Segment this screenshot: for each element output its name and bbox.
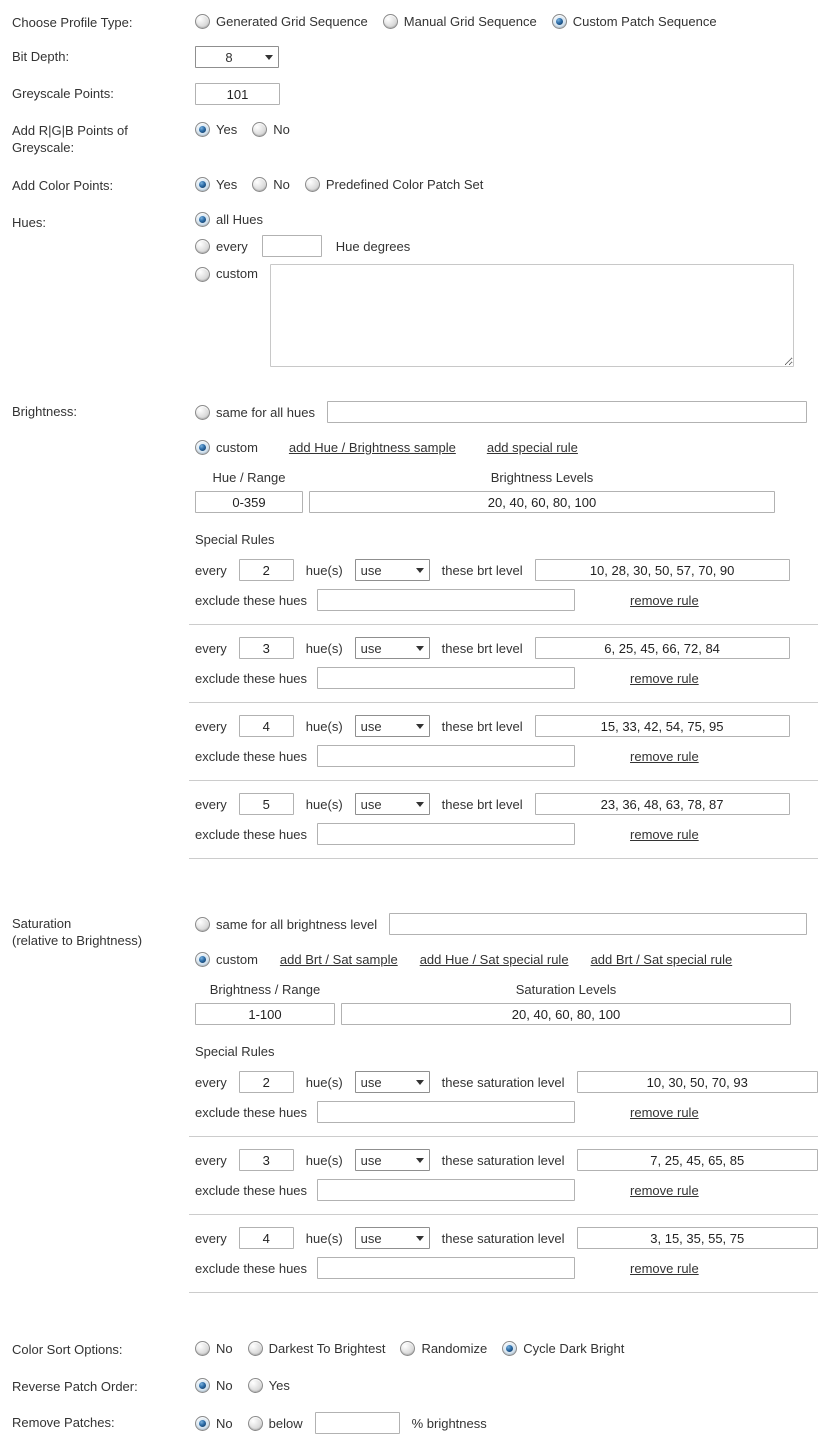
these-saturation-level-label: these saturation level xyxy=(441,1230,565,1246)
brightness-levels-input[interactable] xyxy=(309,491,775,513)
radio-color-yes[interactable] xyxy=(195,177,210,192)
row-color-sort xyxy=(0,1339,818,1358)
saturation-label-line2: (relative to Brightness) xyxy=(12,933,143,948)
radio-label: custom xyxy=(216,440,258,455)
radio-label: custom xyxy=(216,952,258,967)
rule-levels-input[interactable] xyxy=(535,715,790,737)
add-color-option-yes[interactable] xyxy=(195,177,237,192)
brightness-rule xyxy=(195,715,818,781)
brightness-rule xyxy=(195,637,818,703)
exclude-hues-input[interactable] xyxy=(317,1179,575,1201)
row-profile-type xyxy=(0,12,818,31)
rule-mode-value: use xyxy=(360,640,382,656)
greyscale-points-input[interactable] xyxy=(195,83,280,105)
add-rgb-option-no[interactable] xyxy=(252,122,290,137)
brightness-range-input[interactable] xyxy=(195,1003,335,1025)
radio-label: Yes xyxy=(216,122,238,137)
rule-mode-value: use xyxy=(360,796,382,812)
exclude-hues-input[interactable] xyxy=(317,823,575,845)
radio-label: Cycle Dark Bright xyxy=(523,1341,625,1356)
radio-sort-no[interactable] xyxy=(195,1341,210,1356)
radio-label: Yes xyxy=(268,1378,290,1393)
brightness-levels-header: Brightness Levels xyxy=(490,470,594,485)
rule-divider xyxy=(189,1214,818,1215)
exclude-hues-label: exclude these hues xyxy=(195,1260,308,1276)
radio-remove-no[interactable] xyxy=(195,1416,210,1431)
radio-label: No xyxy=(216,1378,233,1393)
radio-color-no[interactable] xyxy=(252,177,267,192)
exclude-hues-label: exclude these hues xyxy=(195,1104,308,1120)
rule-every-input[interactable] xyxy=(239,1227,294,1249)
hue-degrees-input[interactable] xyxy=(262,235,322,257)
saturation-rule xyxy=(195,1149,818,1215)
hues-option-custom[interactable] xyxy=(195,264,258,282)
exclude-hues-input[interactable] xyxy=(317,589,575,611)
hues-unit-label: hue(s) xyxy=(305,562,343,578)
add-brt-sat-sample-link[interactable]: add Brt / Sat sample xyxy=(279,952,398,967)
add-rgb-label xyxy=(0,120,195,156)
reverse-option-no[interactable] xyxy=(195,1378,233,1393)
radio-every-hue[interactable] xyxy=(195,239,210,254)
radio-label: No xyxy=(216,1415,233,1431)
exclude-hues-label: exclude these hues xyxy=(195,748,308,764)
add-hue-brightness-sample-link[interactable]: add Hue / Brightness sample xyxy=(288,440,456,455)
rule-every-input[interactable] xyxy=(239,793,294,815)
these-brt-level-label: these brt level xyxy=(441,640,523,656)
saturation-levels-input[interactable] xyxy=(341,1003,791,1025)
radio-brightness-same[interactable] xyxy=(195,405,210,420)
every-label: every xyxy=(195,1074,227,1090)
profile-type-label: Choose Profile Type: xyxy=(12,15,133,30)
radio-label: all Hues xyxy=(216,212,263,227)
color-sort-label: Color Sort Options: xyxy=(12,1342,123,1357)
radio-all-hues[interactable] xyxy=(195,212,210,227)
remove-option-no[interactable] xyxy=(195,1416,233,1431)
exclude-hues-input[interactable] xyxy=(317,1101,575,1123)
row-add-color-points xyxy=(0,175,818,194)
rule-divider xyxy=(189,702,818,703)
row-add-rgb-points xyxy=(0,120,818,156)
color-sort-option-darkest[interactable] xyxy=(248,1341,386,1356)
exclude-hues-input[interactable] xyxy=(317,1257,575,1279)
every-label: every xyxy=(195,562,227,578)
add-color-option-no[interactable] xyxy=(252,177,290,192)
rule-every-input[interactable] xyxy=(239,1149,294,1171)
rule-every-input[interactable] xyxy=(239,1071,294,1093)
chevron-down-icon xyxy=(416,1158,424,1163)
rule-levels-input[interactable] xyxy=(577,1227,818,1249)
brightness-special-rules-title: Special Rules xyxy=(195,532,275,547)
add-hue-sat-special-rule-link[interactable]: add Hue / Sat special rule xyxy=(419,952,569,967)
row-reverse-patch-order xyxy=(0,1376,818,1395)
radio-custom-patch[interactable] xyxy=(552,14,567,29)
bit-depth-value: 8 xyxy=(225,49,233,65)
radio-sort-darkest[interactable] xyxy=(248,1341,263,1356)
reverse-patch-order-label: Reverse Patch Order: xyxy=(12,1379,138,1394)
bit-depth-select[interactable] xyxy=(195,46,279,68)
exclude-hues-label: exclude these hues xyxy=(195,826,308,842)
saturation-levels-header: Saturation Levels xyxy=(515,982,617,997)
saturation-special-rules-title: Special Rules xyxy=(195,1044,275,1059)
hues-unit-label: hue(s) xyxy=(305,1074,343,1090)
rule-mode-select[interactable] xyxy=(355,637,430,659)
rule-divider xyxy=(189,780,818,781)
radio-label: Darkest To Brightest xyxy=(268,1341,386,1356)
add-special-rule-link[interactable]: add special rule xyxy=(486,440,578,455)
profile-type-option-generated[interactable] xyxy=(195,14,368,29)
rule-mode-select[interactable] xyxy=(355,1149,430,1171)
radio-label: Predefined Color Patch Set xyxy=(325,177,484,192)
add-color-points-label: Add Color Points: xyxy=(12,178,114,193)
brightness-rule xyxy=(195,559,818,625)
brightness-table-row xyxy=(195,491,818,513)
remove-rule-link[interactable]: remove rule xyxy=(630,1182,699,1198)
these-brt-level-label: these brt level xyxy=(441,718,523,734)
hues-label: Hues: xyxy=(12,215,46,230)
rule-mode-value: use xyxy=(360,718,382,734)
hue-range-input[interactable] xyxy=(195,491,303,513)
radio-label: below xyxy=(268,1415,303,1431)
radio-label: same for all hues xyxy=(216,404,315,420)
rule-divider xyxy=(189,1136,818,1137)
rule-levels-input[interactable] xyxy=(535,559,790,581)
radio-label: No xyxy=(273,177,290,192)
radio-custom-hues[interactable] xyxy=(195,267,210,282)
radio-saturation-custom[interactable] xyxy=(195,952,210,967)
rule-mode-select[interactable] xyxy=(355,793,430,815)
brightness-range-header: Brightness / Range xyxy=(209,982,321,997)
radio-label: custom xyxy=(216,265,258,281)
custom-hues-textarea[interactable] xyxy=(270,264,794,367)
profile-type-option-manual[interactable] xyxy=(383,14,537,29)
exclude-hues-label: exclude these hues xyxy=(195,592,308,608)
remove-rule-link[interactable]: remove rule xyxy=(630,748,699,764)
exclude-hues-input[interactable] xyxy=(317,745,575,767)
radio-label: No xyxy=(273,122,290,137)
brightness-option-custom[interactable] xyxy=(195,440,258,455)
row-saturation xyxy=(0,913,818,1305)
exclude-hues-label: exclude these hues xyxy=(195,670,308,686)
bit-depth-label: Bit Depth: xyxy=(12,49,70,64)
saturation-option-custom[interactable] xyxy=(195,952,258,967)
rule-divider xyxy=(189,1292,818,1293)
saturation-label-line1: Saturation xyxy=(12,916,72,931)
below-brightness-input[interactable] xyxy=(315,1412,400,1434)
these-brt-level-label: these brt level xyxy=(441,562,523,578)
rule-mode-select[interactable] xyxy=(355,1227,430,1249)
saturation-label xyxy=(0,913,195,1305)
add-rgb-label-line2: Greyscale: xyxy=(12,140,75,155)
radio-rgb-no[interactable] xyxy=(252,122,267,137)
rule-mode-value: use xyxy=(360,1074,382,1090)
hue-range-header: Hue / Range xyxy=(212,470,286,485)
add-rgb-option-yes[interactable] xyxy=(195,122,237,137)
reverse-option-yes[interactable] xyxy=(248,1378,290,1393)
add-color-option-predefined[interactable] xyxy=(305,177,484,192)
rule-levels-input[interactable] xyxy=(535,637,790,659)
hues-option-all[interactable] xyxy=(195,212,263,227)
radio-sort-randomize[interactable] xyxy=(400,1341,415,1356)
rule-levels-input[interactable] xyxy=(535,793,790,815)
saturation-option-same[interactable] xyxy=(195,917,377,932)
hues-unit-label: hue(s) xyxy=(305,1230,343,1246)
color-sort-option-no[interactable] xyxy=(195,1341,233,1356)
rule-levels-input[interactable] xyxy=(577,1149,818,1171)
radio-label: Randomize xyxy=(421,1341,488,1356)
exclude-hues-input[interactable] xyxy=(317,667,575,689)
row-hues xyxy=(0,212,818,367)
radio-remove-below[interactable] xyxy=(248,1416,263,1431)
chevron-down-icon xyxy=(416,802,424,807)
profile-type-option-custom[interactable] xyxy=(552,14,717,29)
chevron-down-icon xyxy=(416,1236,424,1241)
remove-patches-label: Remove Patches: xyxy=(12,1415,115,1430)
these-brt-level-label: these brt level xyxy=(441,796,523,812)
hue-degrees-suffix: Hue degrees xyxy=(335,238,411,254)
percent-brightness-suffix: % brightness xyxy=(411,1415,487,1431)
these-saturation-level-label: these saturation level xyxy=(441,1074,565,1090)
hues-unit-label: hue(s) xyxy=(305,640,343,656)
rule-mode-select[interactable] xyxy=(355,715,430,737)
radio-generated-grid[interactable] xyxy=(195,14,210,29)
every-label: every xyxy=(195,1230,227,1246)
every-label: every xyxy=(195,718,227,734)
radio-label: Custom Patch Sequence xyxy=(572,14,717,29)
rule-mode-value: use xyxy=(360,1230,382,1246)
saturation-same-input[interactable] xyxy=(389,913,807,935)
row-remove-patches xyxy=(0,1412,818,1434)
rule-mode-select[interactable] xyxy=(355,559,430,581)
saturation-rule xyxy=(195,1227,818,1293)
brightness-option-same[interactable] xyxy=(195,405,315,420)
add-rgb-label-line1: Add R|G|B Points of xyxy=(12,123,128,138)
brightness-rule xyxy=(195,793,818,859)
radio-color-predefined[interactable] xyxy=(305,177,320,192)
remove-rule-link[interactable]: remove rule xyxy=(630,826,699,842)
radio-label: Generated Grid Sequence xyxy=(216,14,368,29)
radio-brightness-custom[interactable] xyxy=(195,440,210,455)
rule-mode-value: use xyxy=(360,562,382,578)
every-label: every xyxy=(195,640,227,656)
every-label: every xyxy=(195,1152,227,1168)
chevron-down-icon xyxy=(265,55,273,60)
row-bit-depth xyxy=(0,46,818,68)
hues-unit-label: hue(s) xyxy=(305,796,343,812)
radio-label: same for all brightness level xyxy=(216,916,378,932)
hues-unit-label: hue(s) xyxy=(305,718,343,734)
chevron-down-icon xyxy=(416,646,424,651)
greyscale-points-label: Greyscale Points: xyxy=(12,86,114,101)
brightness-same-input[interactable] xyxy=(327,401,807,423)
color-sort-option-cycle[interactable] xyxy=(502,1341,624,1356)
row-brightness xyxy=(0,401,818,871)
remove-rule-link[interactable]: remove rule xyxy=(630,670,699,686)
radio-reverse-yes[interactable] xyxy=(248,1378,263,1393)
hues-unit-label: hue(s) xyxy=(305,1152,343,1168)
add-brt-sat-special-rule-link[interactable]: add Brt / Sat special rule xyxy=(590,952,733,967)
saturation-table-row xyxy=(195,1003,818,1025)
rule-levels-input[interactable] xyxy=(577,1071,818,1093)
rule-every-input[interactable] xyxy=(239,559,294,581)
rule-every-input[interactable] xyxy=(239,715,294,737)
exclude-hues-label: exclude these hues xyxy=(195,1182,308,1198)
radio-label: every xyxy=(216,238,248,254)
radio-reverse-no[interactable] xyxy=(195,1378,210,1393)
radio-saturation-same[interactable] xyxy=(195,917,210,932)
chevron-down-icon xyxy=(416,568,424,573)
remove-option-below[interactable] xyxy=(248,1416,303,1431)
remove-rule-link[interactable]: remove rule xyxy=(630,1260,699,1276)
these-saturation-level-label: these saturation level xyxy=(441,1152,565,1168)
radio-sort-cycle[interactable] xyxy=(502,1341,517,1356)
rule-mode-select[interactable] xyxy=(355,1071,430,1093)
radio-label: Yes xyxy=(216,177,238,192)
saturation-rule xyxy=(195,1071,818,1137)
rule-mode-value: use xyxy=(360,1152,382,1168)
radio-rgb-yes[interactable] xyxy=(195,122,210,137)
chevron-down-icon xyxy=(416,724,424,729)
radio-manual-grid[interactable] xyxy=(383,14,398,29)
rule-every-input[interactable] xyxy=(239,637,294,659)
radio-label: Manual Grid Sequence xyxy=(403,14,537,29)
remove-rule-link[interactable]: remove rule xyxy=(630,592,699,608)
every-label: every xyxy=(195,796,227,812)
color-sort-option-randomize[interactable] xyxy=(400,1341,487,1356)
remove-rule-link[interactable]: remove rule xyxy=(630,1104,699,1120)
hues-option-every[interactable] xyxy=(195,239,248,254)
rule-divider xyxy=(189,624,818,625)
brightness-label: Brightness: xyxy=(12,404,78,419)
chevron-down-icon xyxy=(416,1080,424,1085)
radio-label: No xyxy=(216,1341,233,1356)
row-greyscale-points xyxy=(0,83,818,105)
rule-divider xyxy=(189,858,818,859)
